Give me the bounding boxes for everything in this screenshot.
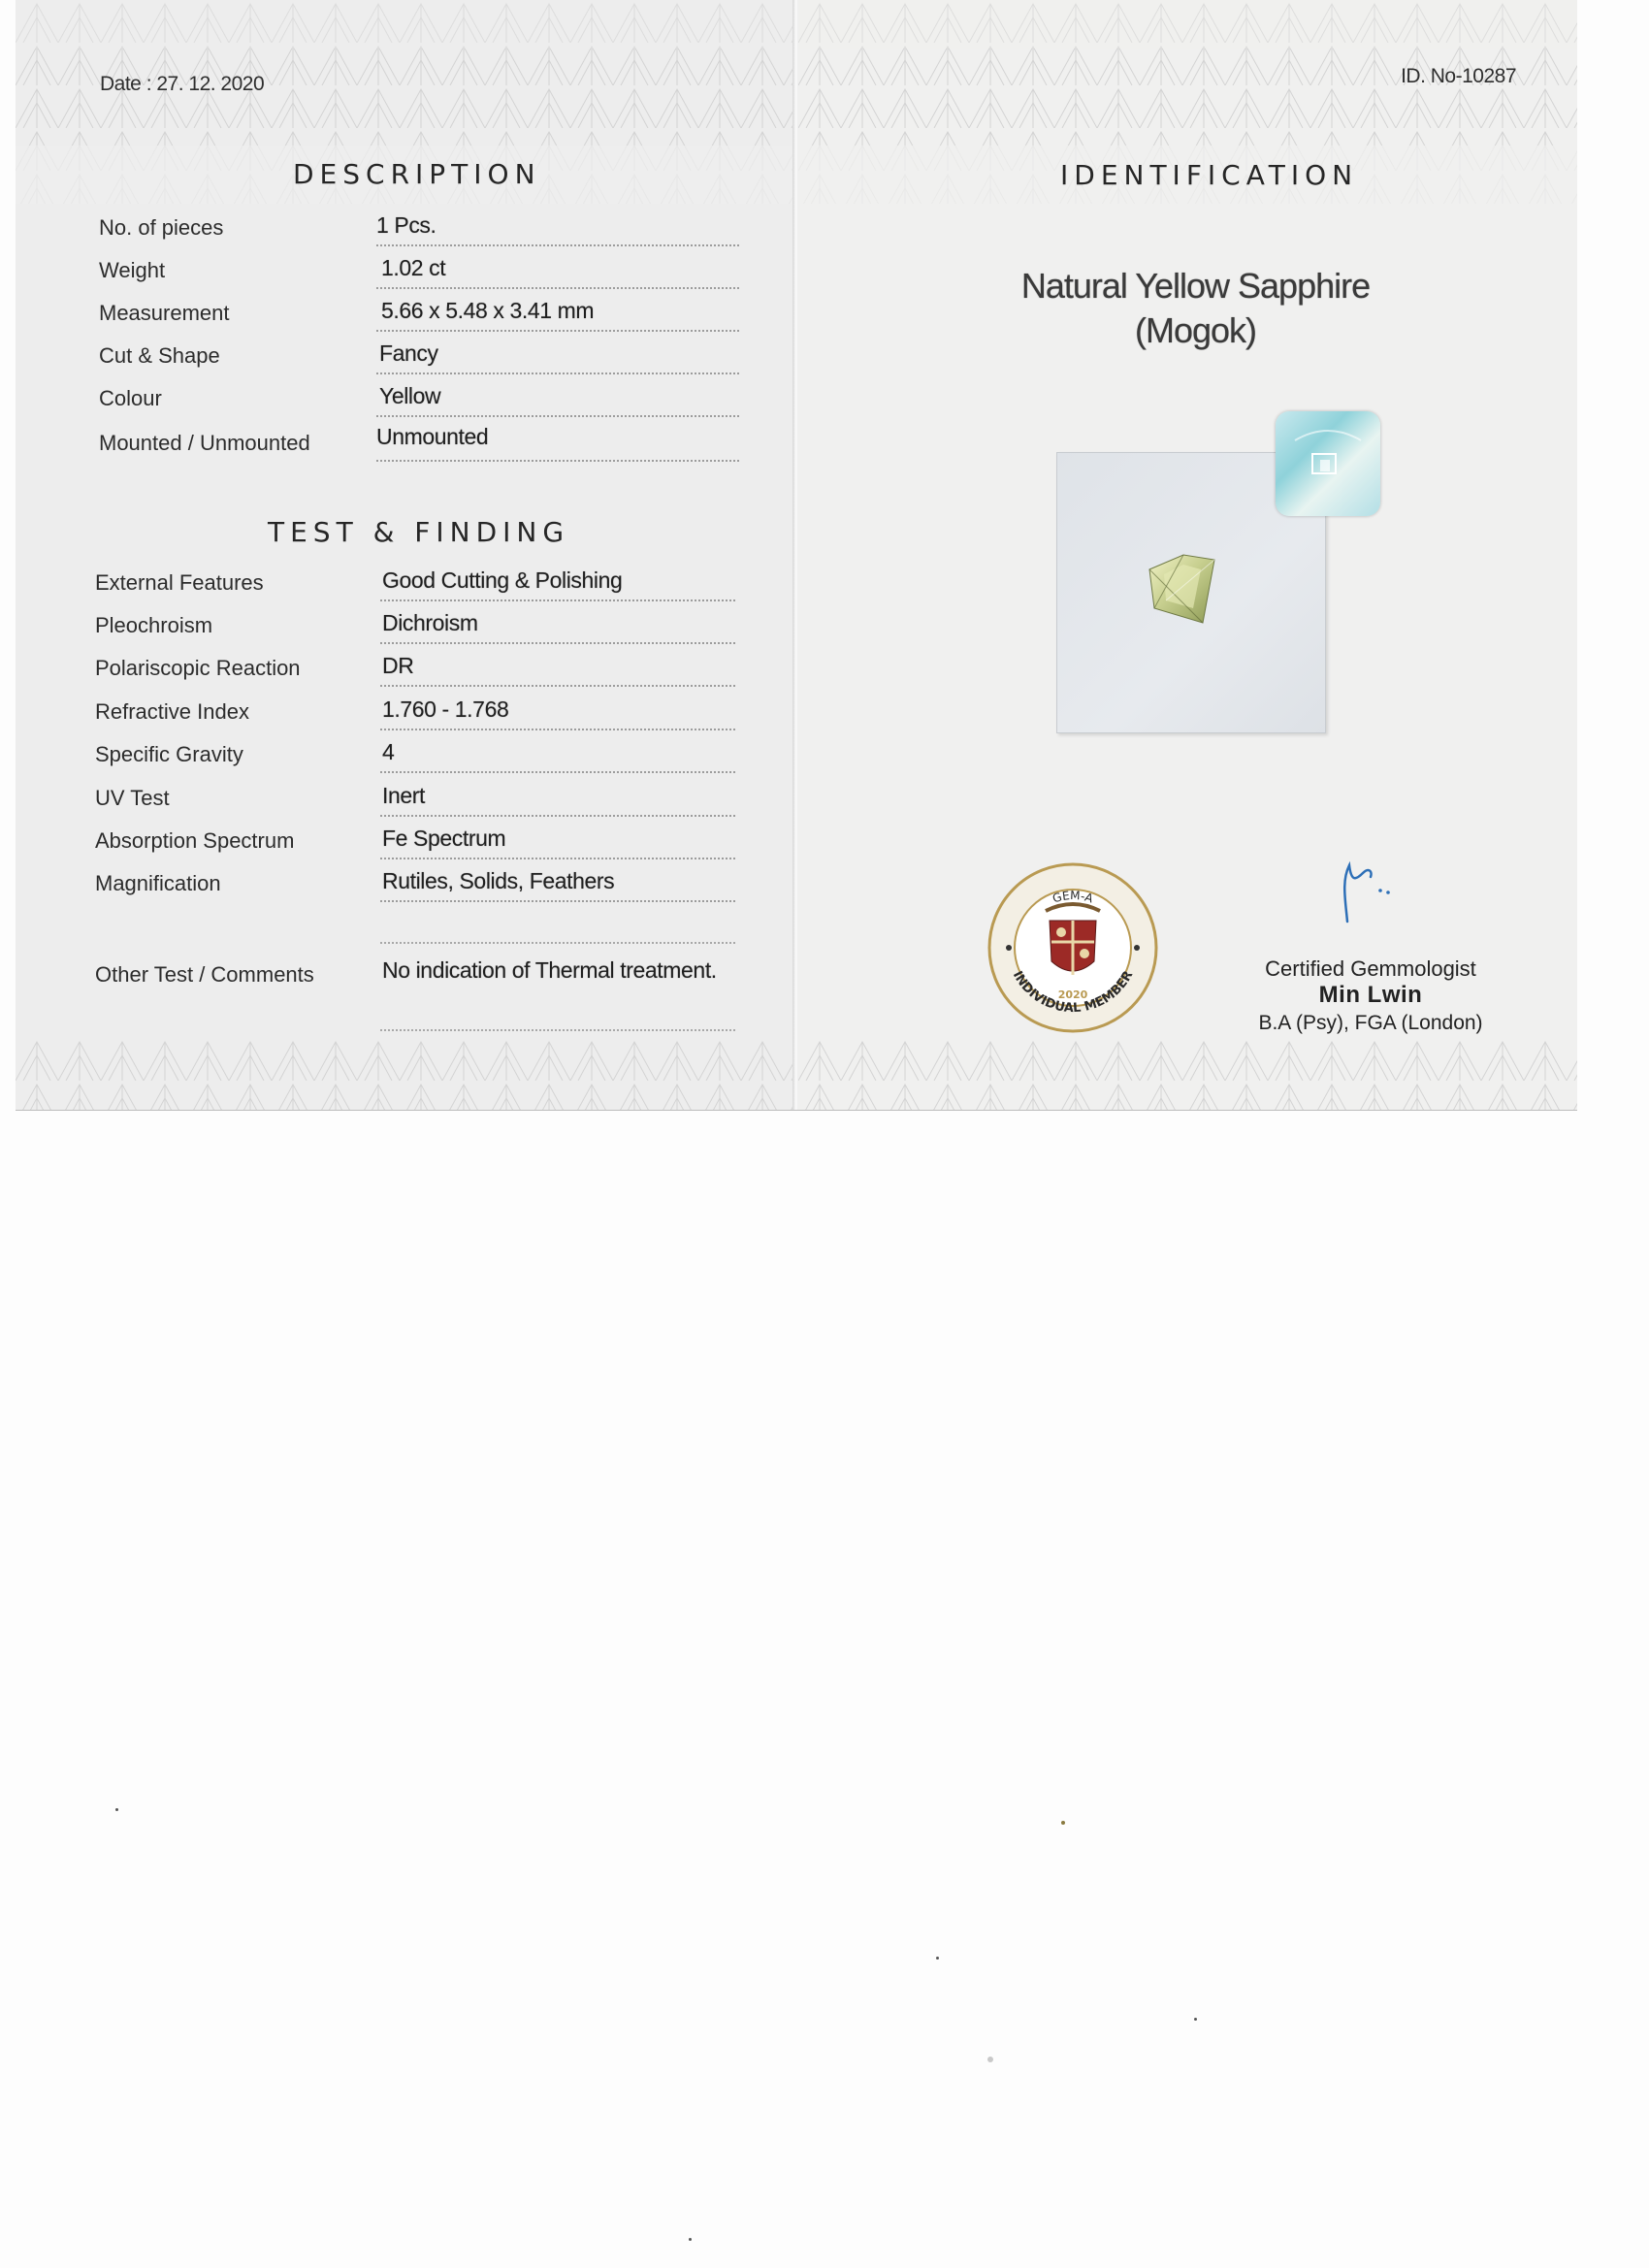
seal-top-text: GEM-A	[1051, 888, 1095, 906]
dotted-rule	[380, 599, 735, 601]
field-label: Magnification	[95, 871, 221, 895]
stone-name: Natural Yellow Sapphire	[1020, 266, 1371, 306]
field-value: Rutiles, Solids, Feathers	[382, 868, 615, 893]
field-label: External Features	[95, 570, 264, 595]
field-value: DR	[382, 653, 414, 678]
certificate-date: Date : 27. 12. 2020	[100, 73, 265, 95]
field-value: 1.02 ct	[381, 255, 446, 280]
description-row	[99, 293, 739, 332]
dotted-rule	[376, 373, 739, 374]
gemmologist-role: Certified Gemmologist	[1265, 956, 1476, 981]
scan-speck	[987, 2057, 993, 2062]
test-row	[95, 605, 735, 644]
decorative-pattern-bottom-right	[798, 1038, 1577, 1110]
scan-speck	[689, 2238, 692, 2241]
dotted-rule	[380, 685, 735, 687]
dotted-rule	[380, 900, 735, 902]
dotted-rule	[380, 942, 735, 944]
seal-bottom-text: INDIVIDUAL MEMBER	[1009, 968, 1137, 1017]
description-heading: DESCRIPTION	[293, 158, 541, 190]
scan-speck	[1061, 1821, 1065, 1825]
test-row	[95, 648, 735, 687]
field-value: Fancy	[379, 340, 438, 366]
scan-speck	[936, 1957, 939, 1960]
dotted-rule	[380, 642, 735, 644]
dotted-rule	[380, 771, 735, 773]
field-label: Pleochroism	[95, 613, 213, 637]
decorative-pattern-bottom-left	[16, 1038, 794, 1110]
description-row	[99, 250, 739, 289]
test-row	[95, 563, 735, 601]
field-value: 5.66 x 5.48 x 3.41 mm	[381, 298, 595, 323]
dotted-rule	[380, 858, 735, 859]
certificate-left-page	[16, 0, 794, 1110]
scan-speck	[115, 1808, 118, 1811]
scan-speck	[1194, 2018, 1197, 2021]
test-row	[95, 778, 735, 817]
field-label: Absorption Spectrum	[95, 828, 295, 853]
description-row	[99, 336, 739, 374]
field-value: Inert	[382, 783, 426, 808]
dotted-rule	[380, 815, 735, 817]
gemmologist-signature	[1338, 852, 1425, 929]
field-label: Specific Gravity	[95, 742, 243, 766]
gemmologist-name: Min Lwin	[1318, 982, 1423, 1008]
test-finding-heading: TEST & FINDING	[268, 516, 570, 548]
dotted-rule	[376, 415, 739, 417]
field-value: 4	[382, 739, 395, 764]
stone-title	[798, 264, 1577, 353]
field-label: Refractive Index	[95, 699, 249, 724]
field-value: No indication of Thermal treatment.	[382, 957, 717, 983]
field-label: No. of pieces	[99, 215, 224, 240]
test-row-comments	[95, 951, 755, 989]
dotted-rule	[380, 1029, 735, 1031]
field-label: Cut & Shape	[99, 343, 220, 368]
field-label: Other Test / Comments	[95, 962, 314, 987]
test-row	[95, 863, 735, 902]
field-value: Good Cutting & Polishing	[382, 567, 623, 593]
test-row	[95, 734, 735, 773]
seal-year: 2020	[1057, 988, 1088, 1001]
dotted-rule	[376, 460, 739, 462]
description-row	[99, 378, 739, 417]
security-hologram	[1276, 411, 1380, 516]
field-value: Fe Spectrum	[382, 826, 506, 851]
field-label: Measurement	[99, 301, 230, 325]
field-label: Mounted / Unmounted	[99, 431, 310, 455]
identification-heading: IDENTIFICATION	[1060, 159, 1359, 191]
field-value: 1.760 - 1.768	[382, 697, 509, 722]
dotted-rule	[376, 244, 739, 246]
test-row	[95, 821, 735, 859]
field-value: Yellow	[379, 383, 441, 408]
gemmologist-qualifications: B.A (Psy), FGA (London)	[1258, 1012, 1483, 1034]
gem-a-membership-seal	[986, 860, 1160, 1035]
field-value: Unmounted	[376, 424, 489, 449]
certificate-id-number: ID. No-10287	[1401, 65, 1516, 87]
certificate-card	[16, 0, 1577, 1111]
description-row	[99, 423, 739, 462]
field-label: Polariscopic Reaction	[95, 656, 301, 680]
test-row	[95, 692, 735, 730]
dotted-rule	[376, 330, 739, 332]
certificate-right-page	[798, 0, 1577, 1110]
field-label: Colour	[99, 386, 162, 410]
field-value: 1 Pcs.	[376, 212, 436, 238]
field-label: Weight	[99, 258, 166, 282]
field-value: Dichroism	[382, 610, 478, 635]
field-label: UV Test	[95, 786, 170, 810]
description-row	[99, 208, 739, 246]
dotted-rule	[376, 287, 739, 289]
stone-origin: (Mogok)	[1134, 310, 1257, 350]
dotted-rule	[380, 729, 735, 730]
